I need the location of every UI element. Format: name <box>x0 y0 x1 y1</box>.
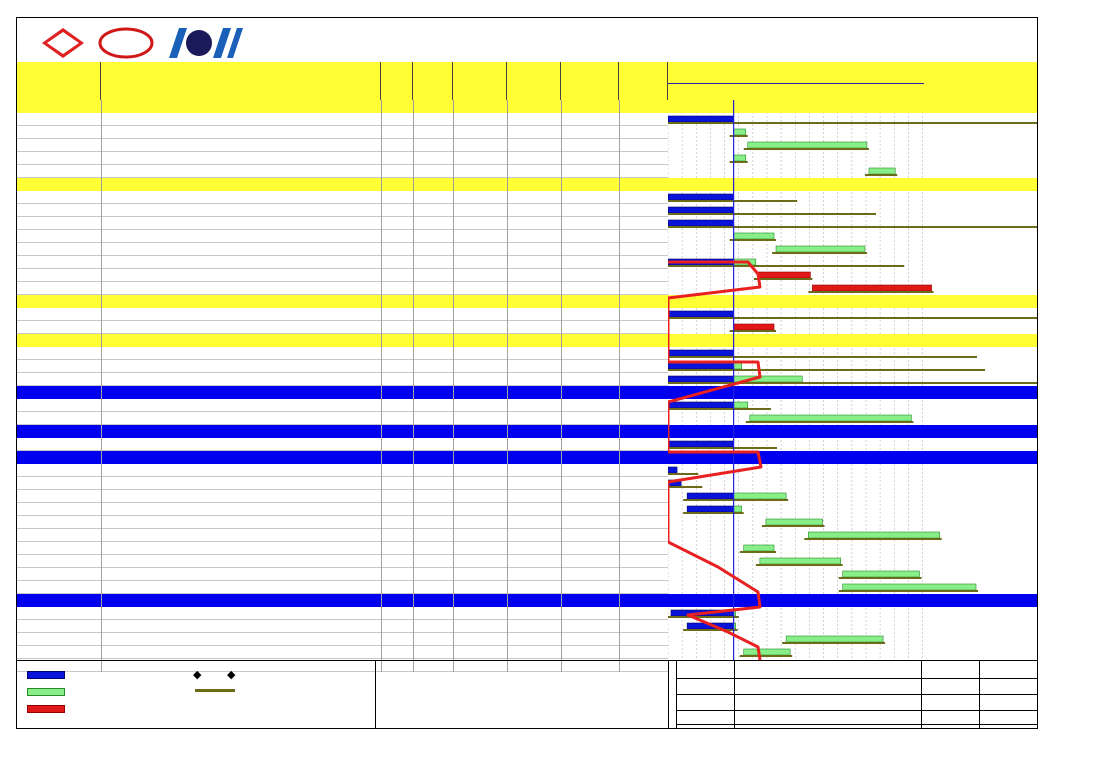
col-original-duration[interactable] <box>381 62 413 100</box>
table-row[interactable] <box>17 607 668 620</box>
actual-bar <box>668 363 734 369</box>
baseline-bar <box>730 239 776 241</box>
remaining-bar <box>843 584 976 590</box>
remaining-bar <box>750 415 912 421</box>
table-header <box>17 62 668 101</box>
wbs-band[interactable] <box>17 425 668 438</box>
wbs-band[interactable] <box>17 386 668 399</box>
baseline-bar <box>746 421 914 423</box>
column-divider <box>101 100 102 672</box>
remaining-bar <box>869 168 895 174</box>
vsl-logo <box>169 28 243 58</box>
actual-bar <box>668 467 677 473</box>
baseline-bar <box>730 135 748 137</box>
remaining-bar <box>734 493 787 499</box>
baseline-bar <box>683 512 744 514</box>
baseline-bar <box>668 356 977 358</box>
table-row[interactable] <box>17 503 668 516</box>
table-row[interactable] <box>17 412 668 425</box>
baseline-bar <box>744 148 869 150</box>
actual-bar <box>668 350 734 356</box>
column-divider <box>453 100 454 672</box>
actual-bar <box>687 506 733 512</box>
baseline-bar <box>668 473 698 475</box>
table-row[interactable] <box>17 321 668 334</box>
remaining-bar <box>734 233 774 239</box>
critical-bar <box>812 285 931 291</box>
actual-bar <box>668 441 734 447</box>
remaining-bar <box>734 506 742 512</box>
baseline-bar <box>754 278 813 280</box>
table-row[interactable] <box>17 568 668 581</box>
remaining-bar <box>748 142 867 148</box>
baseline-bar <box>668 226 1038 228</box>
baseline-bar <box>668 486 702 488</box>
gantt-chart <box>668 62 1038 660</box>
footer <box>17 660 1038 729</box>
table-row[interactable] <box>17 373 668 386</box>
actual-bar <box>668 220 734 226</box>
remaining-bar <box>760 558 841 564</box>
col-late-finish[interactable] <box>619 62 668 100</box>
gantt-bars <box>668 62 1038 660</box>
baseline-bar <box>668 317 1038 319</box>
actual-bar <box>668 311 734 317</box>
wbs-band-gantt <box>668 334 1038 347</box>
col-remaining-duration[interactable] <box>413 62 453 100</box>
milestone-diamond-icon: ◆ <box>193 669 202 681</box>
baseline-bar <box>808 291 933 293</box>
table-row[interactable] <box>17 490 668 503</box>
column-divider <box>381 100 382 672</box>
column-divider <box>619 100 620 672</box>
table-row[interactable] <box>17 360 668 373</box>
col-start[interactable] <box>453 62 507 100</box>
wbs-band-gantt <box>668 295 1038 308</box>
table-row[interactable] <box>17 230 668 243</box>
table-row[interactable] <box>17 204 668 217</box>
col-activity-name[interactable] <box>101 62 381 100</box>
wbs-band-gantt <box>668 594 1038 607</box>
remaining-bar <box>734 129 746 135</box>
baseline-bar <box>756 564 843 566</box>
wbs-band-gantt <box>668 425 1038 438</box>
baseline-bar <box>730 330 776 332</box>
wbs-band[interactable] <box>17 451 668 464</box>
remaining-bar <box>776 246 865 252</box>
table-row[interactable] <box>17 308 668 321</box>
baseline-bar <box>839 577 922 579</box>
baseline-bar <box>683 629 737 631</box>
column-divider <box>507 100 508 672</box>
baseline-bar <box>668 382 1038 384</box>
table-row[interactable] <box>17 477 668 490</box>
remaining-bar <box>766 519 823 525</box>
legend-remaining-swatch <box>27 688 65 696</box>
baseline-bar <box>762 525 825 527</box>
table-row[interactable] <box>17 126 668 139</box>
baseline-bar <box>668 200 797 202</box>
remaining-bar <box>734 155 746 161</box>
actual-bar <box>668 402 734 408</box>
baseline-bar <box>668 265 904 267</box>
wbs-band[interactable] <box>17 295 668 308</box>
table-row[interactable] <box>17 633 668 646</box>
col-finish[interactable] <box>507 62 561 100</box>
table-row[interactable] <box>17 516 668 529</box>
chec-logo <box>100 29 152 57</box>
remaining-bar <box>808 532 939 538</box>
baseline-bar <box>668 408 771 410</box>
table-row[interactable] <box>17 529 668 542</box>
table-row[interactable] <box>17 581 668 594</box>
baseline-bar <box>740 551 776 553</box>
table-row[interactable] <box>17 555 668 568</box>
wbs-band[interactable] <box>17 178 668 191</box>
schedule-sheet <box>16 17 1038 729</box>
remaining-bar <box>744 545 774 551</box>
baseline-bar <box>668 616 739 618</box>
d-logo <box>42 28 84 58</box>
logo-strip <box>41 26 261 60</box>
actual-bar <box>687 493 733 499</box>
baseline-bar <box>668 447 777 449</box>
table-row[interactable] <box>17 113 668 126</box>
legend-baseline-swatch <box>195 689 235 692</box>
table-row[interactable] <box>17 464 668 477</box>
baseline-bar <box>740 655 792 657</box>
company-logos <box>41 26 261 60</box>
wbs-band[interactable] <box>17 100 668 113</box>
baseline-bar <box>865 174 897 176</box>
legend-actual-swatch <box>27 671 65 679</box>
col-activity-id[interactable] <box>17 62 101 100</box>
remaining-bar <box>786 636 883 642</box>
table-row[interactable] <box>17 438 668 451</box>
table-row[interactable] <box>17 152 668 165</box>
milestone-diamond-icon: ◆ <box>227 669 236 681</box>
table-row[interactable] <box>17 269 668 282</box>
wbs-band[interactable] <box>17 334 668 347</box>
critical-bar <box>758 272 811 278</box>
remaining-bar <box>734 402 748 408</box>
baseline-bar <box>730 161 748 163</box>
table-row[interactable] <box>17 646 668 659</box>
baseline-bar <box>668 213 876 215</box>
wbs-band-gantt <box>668 178 1038 191</box>
wbs-band-gantt <box>668 100 1038 113</box>
baseline-bar <box>668 369 985 371</box>
baseline-bar <box>668 122 1038 124</box>
baseline-bar <box>772 252 867 254</box>
table-row[interactable] <box>17 256 668 269</box>
remaining-bar <box>744 649 790 655</box>
wbs-band[interactable] <box>17 594 668 607</box>
remaining-bar <box>843 571 920 577</box>
baseline-bar <box>804 538 941 540</box>
table-row[interactable] <box>17 217 668 230</box>
actual-bar <box>668 207 734 213</box>
table-row[interactable] <box>17 542 668 555</box>
actual-bar <box>668 116 734 122</box>
baseline-bar <box>839 590 978 592</box>
baseline-bar <box>683 499 788 501</box>
legend-critical-swatch <box>27 705 65 713</box>
table-row[interactable] <box>17 399 668 412</box>
table-row[interactable] <box>17 243 668 256</box>
table-row[interactable] <box>17 165 668 178</box>
table-row[interactable] <box>17 282 668 295</box>
baseline-bar <box>782 642 885 644</box>
table-row[interactable] <box>17 347 668 360</box>
remaining-bar <box>734 363 742 369</box>
table-row[interactable] <box>17 191 668 204</box>
critical-bar <box>734 324 774 330</box>
column-divider <box>561 100 562 672</box>
col-late-start[interactable] <box>561 62 619 100</box>
actual-bar <box>668 194 734 200</box>
column-divider <box>413 100 414 672</box>
actual-bar <box>668 376 734 382</box>
table-row[interactable] <box>17 139 668 152</box>
table-row[interactable] <box>17 620 668 633</box>
